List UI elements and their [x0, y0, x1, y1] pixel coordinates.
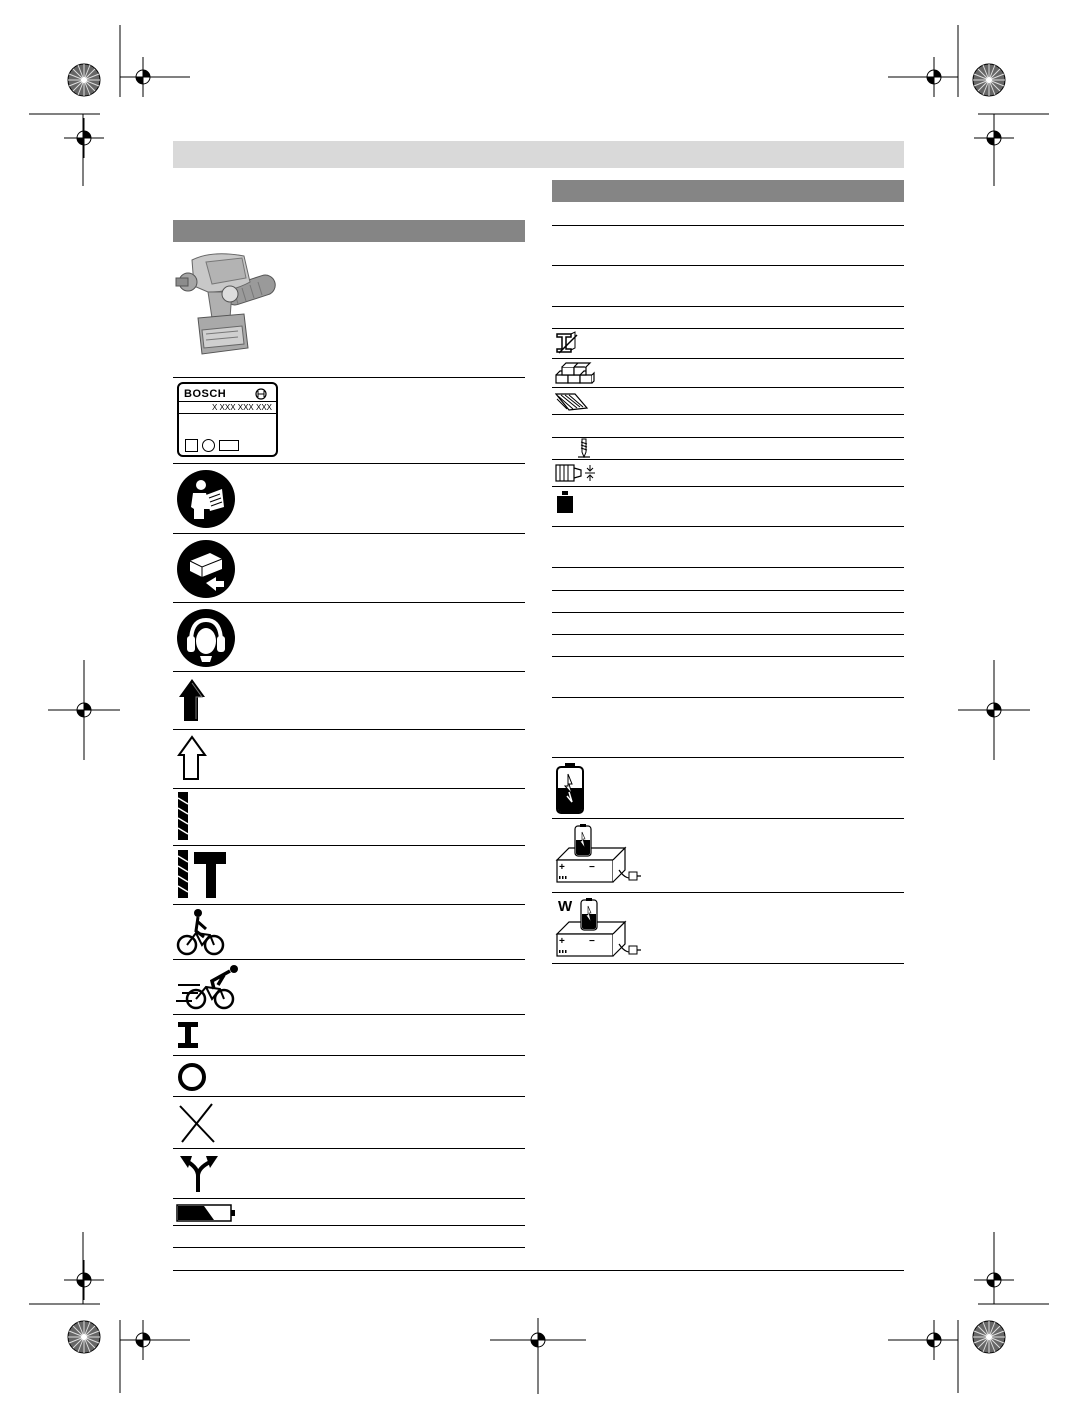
charger-minus-label: − [589, 862, 595, 873]
watt-badge-label: W [558, 898, 573, 915]
arrow-up-outline-icon [176, 735, 208, 781]
cross-icon [176, 1102, 218, 1144]
battery-charge-icon [555, 762, 585, 814]
bosch-armature-icon [255, 388, 267, 400]
weight-icon [555, 490, 575, 514]
screw-icon [576, 438, 592, 458]
watt-charger-minus-label: − [589, 936, 595, 947]
hammer-drill-icon [176, 850, 228, 900]
charger-icon [555, 824, 645, 888]
gear-zero-icon [176, 1061, 208, 1093]
footer-rule [173, 1270, 904, 1271]
fork-arrow-icon [176, 1152, 222, 1194]
power-drill-illustration [172, 248, 282, 363]
nameplate-brand: BOSCH [184, 388, 227, 400]
cyclist-slow-icon [176, 907, 228, 957]
cyclist-fast-icon [176, 963, 242, 1011]
chuck-range-icon [555, 462, 597, 484]
charger-drawing [555, 824, 645, 888]
read-manual-icon [176, 469, 236, 529]
ear-protection-icon [176, 608, 236, 668]
page-header-bar [173, 141, 904, 168]
arrow-up-filled-icon [176, 677, 208, 723]
left-section-header-bar [173, 220, 525, 242]
nameplate-serial: X XXX XXX XXX [211, 403, 272, 412]
right-section-header-bar [552, 180, 904, 202]
battery-level-icon [176, 1203, 236, 1223]
steel-icon [555, 331, 579, 355]
remove-battery-icon [176, 539, 236, 599]
nameplate-icon [177, 382, 278, 457]
wood-icon [555, 390, 589, 412]
drill-bit-icon [176, 792, 190, 842]
masonry-icon [555, 361, 595, 385]
watt-charger-icon [555, 896, 647, 960]
watt-charger-plus-label: + [559, 936, 565, 947]
charger-plus-label: + [559, 862, 565, 873]
gear-one-icon [176, 1020, 200, 1050]
watt-charger-drawing [555, 896, 647, 960]
